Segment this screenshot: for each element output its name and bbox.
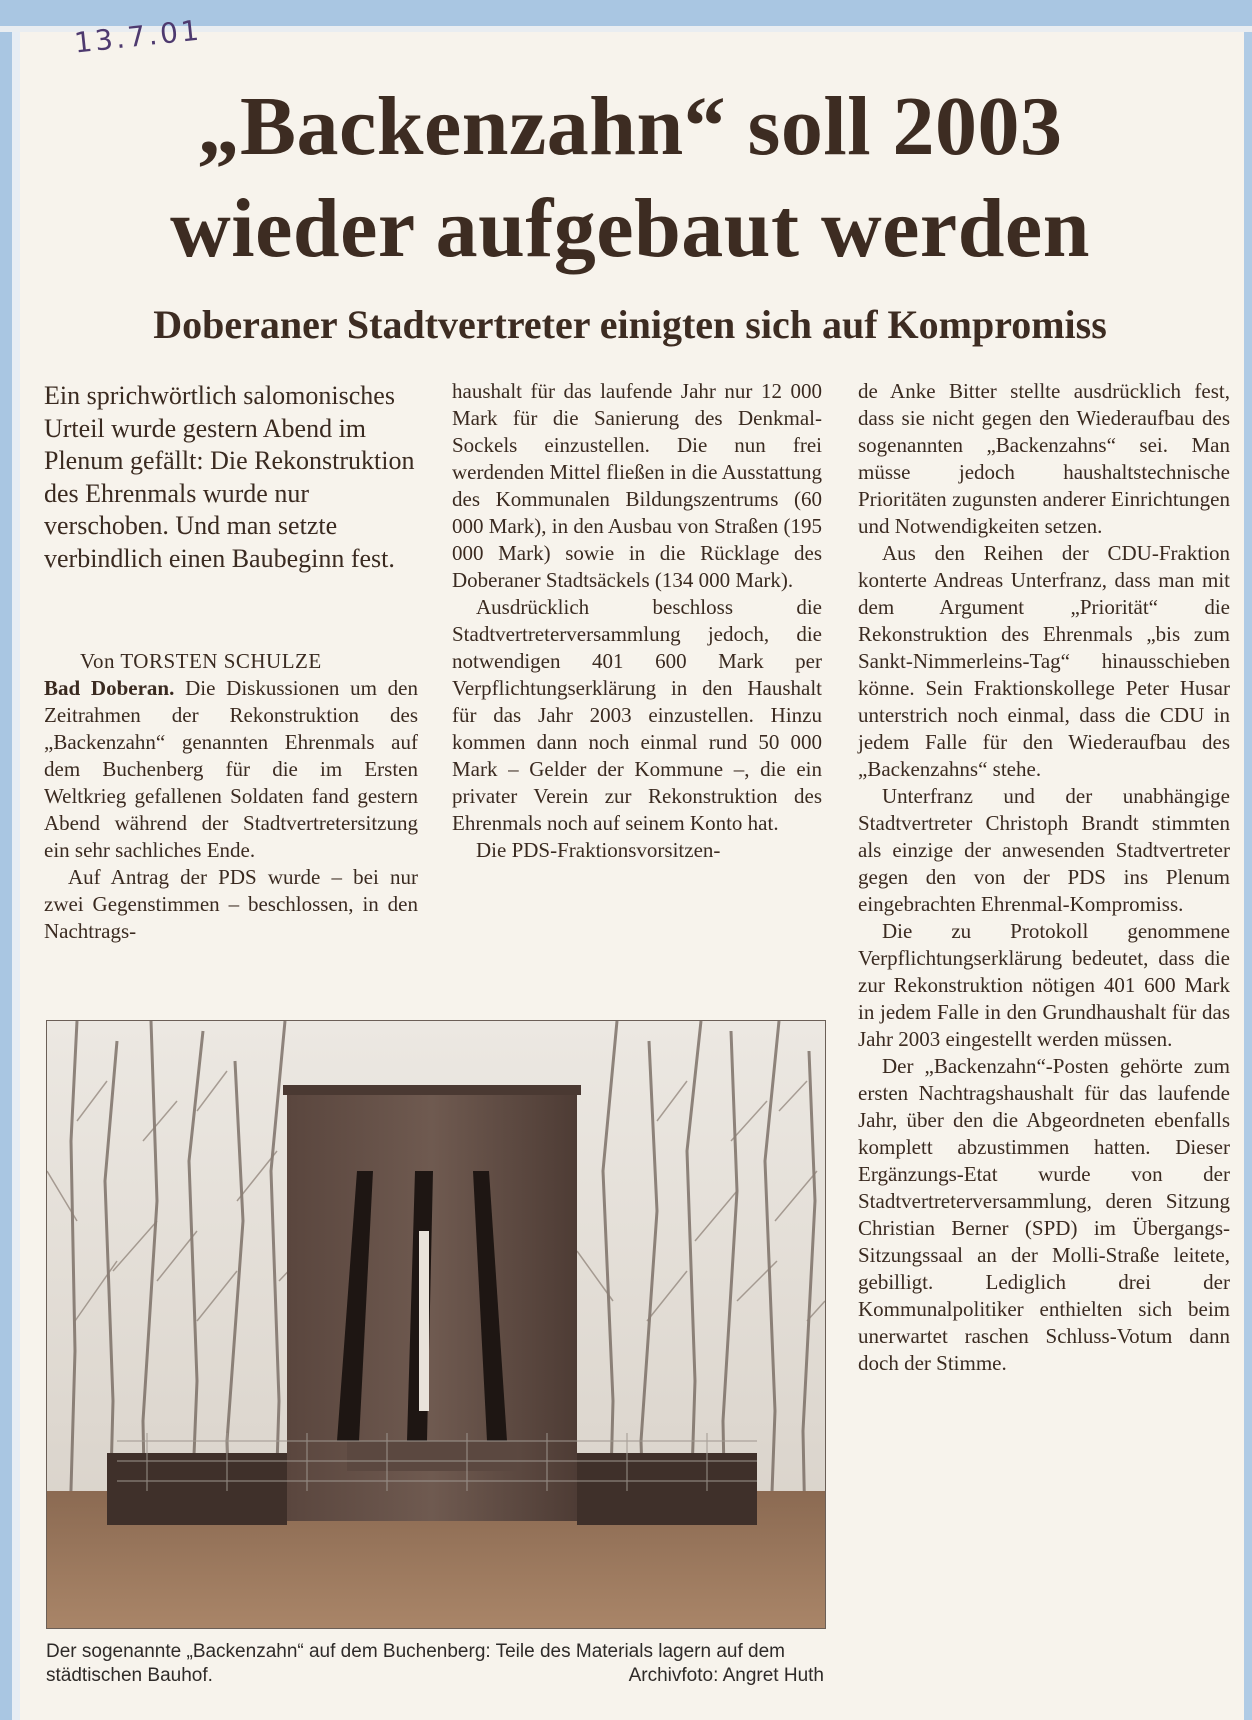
- memorial-photo: [46, 1020, 826, 1629]
- lead-paragraph: Ein sprichwörtlich salomonisches Urteil wurde gestern Abend im Plenum gefällt: Die Rekonstruktion des Ehrenmals wurde nur verschoben. Und man setzte verbindlich einen Baubeginn fest.: [44, 381, 415, 573]
- column-1-paragraph-1: [44, 675, 418, 864]
- headline: [60, 76, 1200, 280]
- headline-line-1: „Backenzahn“ soll 2003: [197, 80, 1063, 173]
- column-2-paragraph-3: Die PDS-Fraktionsvorsitzen-: [476, 838, 721, 862]
- column-3-paragraph-1: de Anke Bitter stellte ausdrücklich fest, dass sie nicht gegen den Wiederaufbau des sogenannten „Backenzahns“ sei. Man müsse jedoch haushaltstechnische Prioritäten zugunsten anderer Einrichtungen und Notwendigkeiten setzen.: [858, 379, 1230, 538]
- subheadline: Doberaner Stadtvertreter einigten sich auf Kompromiss: [153, 302, 1107, 347]
- byline: Von TORSTEN SCHULZE: [80, 649, 322, 673]
- column-3-paragraph-3: Unterfranz und der unabhängige Stadtvertreter Christoph Brandt stimmten als einzige der anwesenden Stadtvertreter gegen den von der PDS ins Plenum eingebrachten Ehrenmal-Kompromiss.: [858, 784, 1230, 916]
- photo-credit: Archivfoto: Angret Huth: [628, 1665, 824, 1686]
- memorial-photo-drawing: [47, 1021, 825, 1628]
- column-3-paragraph-4: Die zu Protokoll genommene Verpflichtungserklärung bedeutet, dass die zur Rekonstruktion nötigen 401 600 Mark in jedem Falle in den Grundhaushalt für das Jahr 2003 eingestellt werden müssen.: [858, 919, 1230, 1051]
- photo-caption: Der sogenannte „Backenzahn“ auf dem Buchenberg: Teile des Materials lagern auf dem städtischen Bauhof.: [46, 1641, 785, 1686]
- headline-line-2: wieder aufgebaut werden: [170, 182, 1090, 275]
- dateline: Bad Doberan.: [44, 676, 175, 700]
- column-2-paragraph-2: Ausdrücklich beschloss die Stadtvertreterversammlung jedoch, die notwendigen 401 600 Mark per Verpflichtungserklärung in den Haushalt für das Jahr 2003 einzustellen. Hinzu kommen dann noch einmal rund 50 000 Mark – Gelder der Kommune –, die ein privater Verein zur Rekonstruktion des Ehrenmals noch auf seinem Konto hat.: [452, 595, 822, 835]
- article-column-3: [858, 378, 1230, 1377]
- article-column-2: [452, 378, 822, 864]
- column-3-paragraph-5: Der „Backenzahn“-Posten gehörte zum ersten Nachtragshaushalt für das laufende Jahr, über den die Abgeordneten ebenfalls komplett abzustimmen hatten. Dieser Ergänzungs-Etat wurde von der Stadtvertreterversammlung, deren Sitzung Christian Berner (SPD) im Übergangs-Sitzungssaal an der Molli-Straße leitete, gebilligt. Lediglich drei der Kommunalpolitiker enthielten sich beim unerwartet raschen Schluss-Votum dann doch der Stimme.: [858, 1054, 1230, 1375]
- scan-border-left: [0, 32, 12, 1720]
- column-1-paragraph-2: Auf Antrag der PDS wurde – bei nur zwei Gegenstimmen – beschlossen, in den Nachtrags-: [44, 865, 418, 943]
- handwritten-date: 13.7.01: [72, 13, 204, 60]
- column-3-paragraph-2: Aus den Reihen der CDU-Fraktion konterte Andreas Unterfranz, dass man mit dem Argument „Priorität“ die Rekonstruktion des Ehrenmals „bis zum Sankt-Nimmerleins-Tag“ hinausschieben könne. Sein Fraktionskollege Peter Husar unterstrich noch einmal, dass die CDU in jedem Falle für den Wiederaufbau des „Backenzahns“ stehe.: [858, 541, 1230, 781]
- article-column-1: [44, 675, 418, 945]
- column-2-paragraph-1: haushalt für das laufende Jahr nur 12 000 Mark für die Sanierung des Denkmal-Sockels einzustellen. Die nun frei werdenden Mittel fließen in die Ausstattung des Kommunalen Bildungszentrums (60 000 Mark), in den Ausbau von Straßen (195 000 Mark) sowie in die Rücklage des Doberaner Stadtsäckels (134 000 Mark).: [452, 379, 822, 592]
- column-1-paragraph-1-text: Die Diskussionen um den Zeitrahmen der Rekonstruktion des „Backenzahn“ genannten Ehrenmals auf dem Buchenberg für die im Ersten Weltkrieg gefallenen Soldaten fand gestern Abend während der Stadtvertretersitzung ein sehr sachliches Ende.: [44, 676, 418, 862]
- scan-border-left-inner: [12, 32, 20, 1720]
- scan-border-right: [1244, 32, 1252, 1720]
